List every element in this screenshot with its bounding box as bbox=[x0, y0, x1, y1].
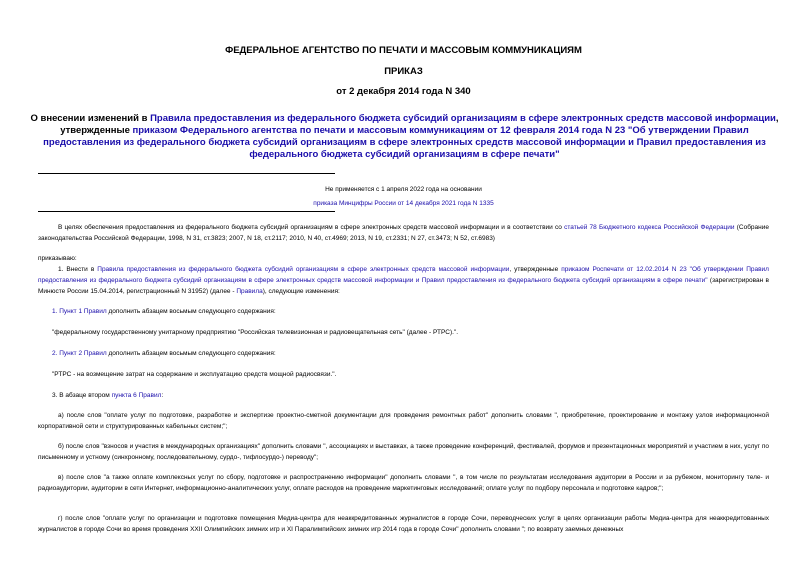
point-2-link[interactable]: 2. Пункт 2 Правил bbox=[52, 350, 107, 357]
doc-date-number: от 2 декабря 2014 года N 340 bbox=[336, 86, 471, 97]
title-order-link[interactable]: приказом Федерального агентства по печати и массовым коммуникациям от 12 февраля 2014 года N 23 "Об утверждении Правил предоставления из федерального бюджета субсидий организациям в сфере электронных средств массовой информации и Правил предоставления из федерального бюджета субсидий организациям в сфере печати" bbox=[43, 125, 766, 160]
point-6-link[interactable]: пункта 6 Правил bbox=[111, 392, 162, 399]
paragraph-a: а) после слов "оплате услуг по подготовке, разработке и экспертизе проектно-сметной документации для проведения ремонтных работ" дополнить словами ", приобретение, проектирование и монтажу узлов информационной корпоративной сети и структурированных кабельных систем;"; bbox=[38, 412, 769, 430]
rules-link[interactable]: Правила предоставления из федерального бюджета субсидий организациям в сфере электронных средств массовой информации bbox=[97, 266, 510, 273]
paragraph-g: г) после слов "оплате услуг по организации и подготовке помещения Медиа-центра для неаккредитованных журналистов в городе Сочи, переводческих услуг в целях организации работы Медиа-центра для неаккредитованных журналистов в городе Сочи во время проведения XXII Олимпийских зимних игр и XI Паралимпийских зимних игр 2014 года в городе Сочи" дополнить словами "; по возврату заемных денежных bbox=[38, 515, 769, 533]
document-title: О внесении изменений в Правила предоставления из федерального бюджета субсидий организациям в сфере электронных средств массовой информации, утвержденные приказом Федерального агентства по печати и массовым коммуникациям от 12 февраля 2014 года N 23 "Об утверждении Правил предоставления из федерального бюджета субсидий организациям в сфере электронных средств массовой информации и Правил предоставления из федерального бюджета субсидий организациям в сфере печати" bbox=[30, 113, 779, 160]
point-1-link[interactable]: 1. Пункт 1 Правил bbox=[52, 308, 107, 315]
paragraph-item-1: 1. Внести в Правила предоставления из федерального бюджета субсидий организациям в сфере электронных средств массовой информации, утвержденные приказом Роспечати от 12.02.2014 N 23 "Об утверждении Правил предоставления из федерального бюджета субсидий организациям в сфере электронных средств массовой информации и Правил предоставления из федерального бюджета субсидий организациям в сфере печати" (зарегистрирован в Минюсте России 15.04.2014, регистрационный N 31952) (далее - Правила), следующие изменения: bbox=[38, 266, 769, 295]
rules-short-link[interactable]: Правила bbox=[236, 288, 263, 295]
validity-note-link[interactable]: приказа Минцифры России от 14 декабря 2021 года N 1335 bbox=[313, 200, 494, 207]
paragraph-point-2: 2. Пункт 2 Правил дополнить абзацем восьмым следующего содержания: bbox=[52, 350, 276, 357]
rospechat-order-link[interactable]: приказом Роспечати от 12.02.2014 N 23 "Об утверждении Правил предоставления из федерального бюджета субсидий организациям в сфере электронных средств массовой информации и Правил предоставления из федерального бюджета субсидий организациям в сфере печати" bbox=[38, 266, 769, 284]
paragraph-point-3: 3. В абзаце втором пункта 6 Правил: bbox=[52, 392, 164, 399]
paragraph-b: б) после слов "взносов и участия в международных организациях" дополнить словами ", ассоциациях и выставках, а также проведение конференций, фестивалей, форумов и презентационных мероприятий и участием в них, услуг по письменному и устному (синхронному, последовательному, сурдо-, тифлосурдо-) переводу"; bbox=[38, 443, 769, 461]
paragraph-v: в) после слов "а также оплате комплексных услуг по сбору, подготовке и распространению информации" дополнить словами ", в том числе по результатам исследования аудитории в России и за рубежом, мониторингу теле- и радиоаудитории, аудитории в сети Интернет, информационно-аналитических услуг, оплате расходов на проведение маркетинговых исследований; оплате услуг по подбору персонала и подготовке кадров;"; bbox=[38, 474, 769, 492]
title-rules-link[interactable]: Правила предоставления из федерального бюджета субсидий организациям в сфере электронных средств массовой информации bbox=[150, 113, 776, 124]
paragraph-rtrs-costs: "РТРС - на возмещение затрат на содержание и эксплуатацию средств мощной радиосвязи.". bbox=[52, 371, 337, 378]
divider-bottom bbox=[38, 211, 335, 212]
validity-note: Не применяется с 1 апреля 2022 года на основании bbox=[325, 186, 482, 193]
paragraph-rtrs-definition: "федеральному государственному унитарному предприятию "Российская телевизионная и радиовещательная сеть" (далее - РТРС).". bbox=[52, 329, 459, 336]
budget-code-link[interactable]: статьей 78 Бюджетного кодекса Российской Федерации bbox=[564, 224, 735, 231]
paragraph-order: приказываю: bbox=[38, 255, 77, 262]
paragraph-point-1: 1. Пункт 1 Правил дополнить абзацем восьмым следующего содержания: bbox=[52, 308, 276, 315]
doc-type: ПРИКАЗ bbox=[384, 66, 423, 77]
paragraph-preamble: В целях обеспечения предоставления из федерального бюджета субсидий организациям в сфере электронных средств массовой информации и в соответствии со статьей 78 Бюджетного кодекса Российской Федерации (Собрание законодательства Российской Федерации, 1998, N 31, ст.3823; 2007, N 18, ст.2117; 2010, N 40, ст.4969; 2013, N 19, ст.2331; N 27, ст.3473; N 52, ст.6983) bbox=[38, 224, 769, 242]
agency-heading: ФЕДЕРАЛЬНОЕ АГЕНТСТВО ПО ПЕЧАТИ И МАССОВЫМ КОММУНИКАЦИЯМ bbox=[225, 45, 582, 56]
divider-top bbox=[38, 173, 335, 174]
